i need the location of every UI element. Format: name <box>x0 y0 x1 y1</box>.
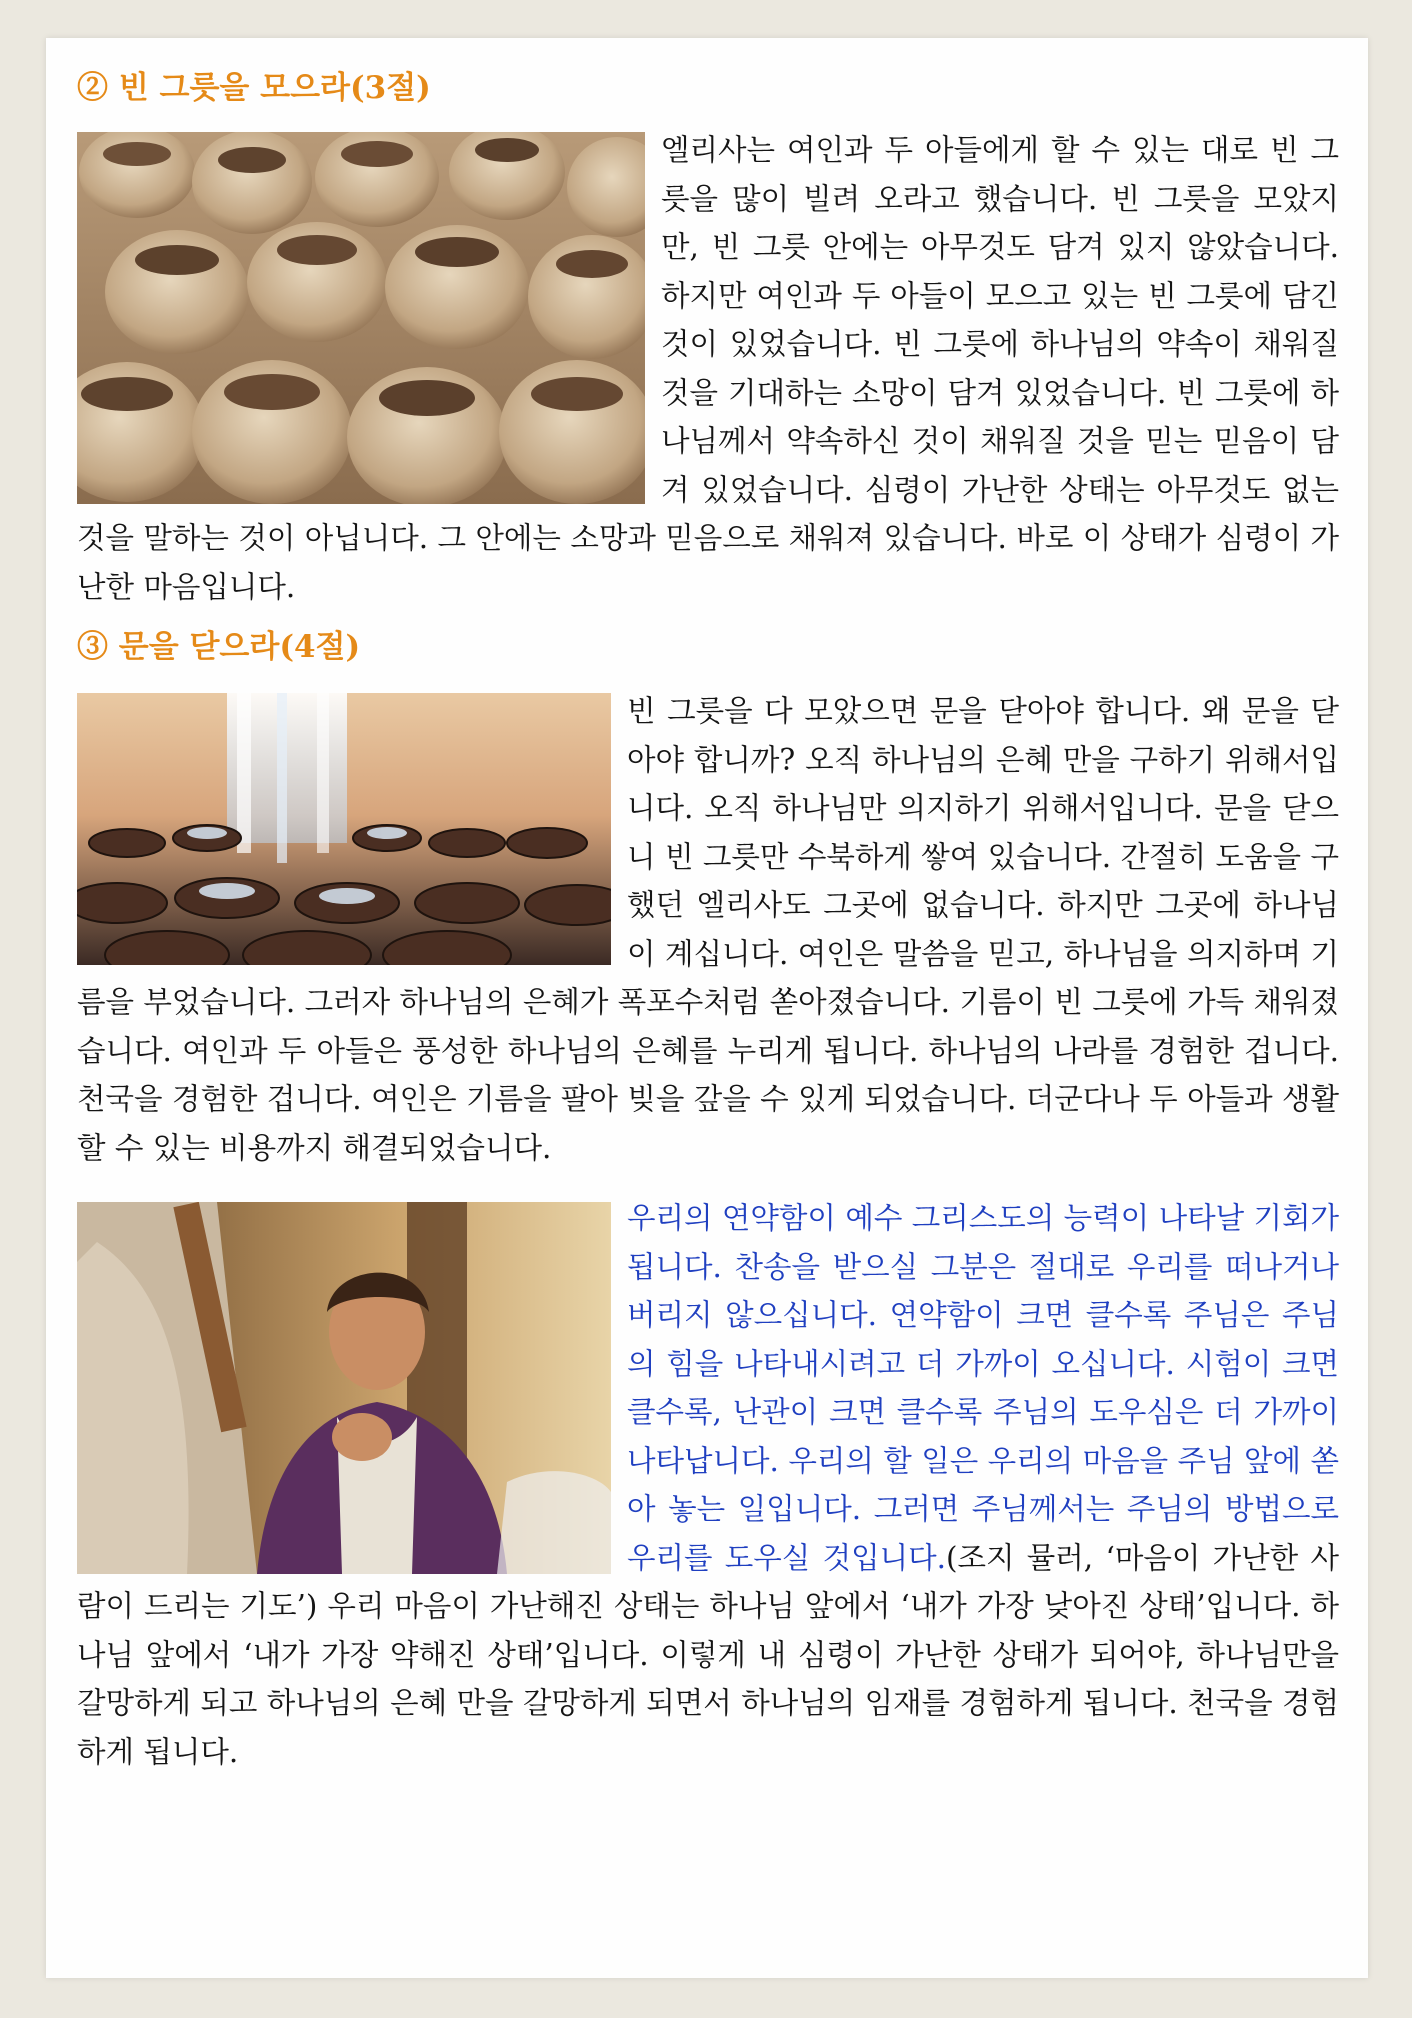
section-3-body: 빈 그릇을 다 모았으면 문을 닫아야 합니다. 왜 문을 닫아야 합니까? 오직 하나님의 은혜 만을 구하기 위해서입니다. 오직 하나님만 의지하기 위해서입니다. 문을 닫으니 빈 그릇만 수북하게 쌓여 있습니다. 간절히 도움을 구했던 엘리사도 그곳에 없습니다. 하지만 그곳에 하나님이 계십니다. 여인은 말씀을 믿고, 하나님을 의지하며 기름을 부었습니다. 그러자 하나님의 은혜가 폭포수처럼 쏟아졌습니다. 기름이 빈 그릇에 가득 채워졌습니다. 여인과 두 아들은 풍성한 하나님의 은혜를 누리게 됩니다. 하나님의 나라를 경험한 겁니다. 천국을 경험한 겁니다. 여인은 기름을 팔아 빚을 갚을 수 있게 되었습니다. 더군다나 두 아들과 생활할 수 있는 비용까지 해결되었습니다. <box>77 694 1339 1165</box>
document-page <box>46 38 1368 1978</box>
document-content <box>77 66 1339 1776</box>
praying-woman-image <box>77 1202 611 1574</box>
section-4-text: 우리 마음이 가난해진 상태는 하나님 앞에서 ‘내가 가장 낮아진 상태’입니다. 하나님 앞에서 ‘내가 가장 약해진 상태’입니다. 이렇게 내 심령이 가난한 상태가 되어야, 하나님만을 갈망하게 되고 하나님의 은혜 만을 갈망하게 되면서 하나님의 임재를 경험하게 됩니다. 천국을 경험하게 됩니다. <box>77 1589 1340 1769</box>
section-3-heading: ③ 문을 닫으라(4절) <box>77 629 361 665</box>
quote-citation: (조지 뮬러, ‘마음이 가난한 사람이 드리는 기도’) <box>77 1540 1339 1623</box>
muller-quote: 우리의 연약함이 예수 그리스도의 능력이 나타날 기회가 됩니다. 찬송을 받으실 그분은 절대로 우리를 떠나거나 버리지 않으십니다. 연약함이 크면 클수록 주님은 주님의 힘을 나타내시려고 더 가까이 오십니다. 시험이 크면 클수록, 난관이 크면 클수록 주님의 도우심은 더 가까이 나타납니다. 우리의 할 일은 우리의 마음을 주님 앞에 쏟아 놓는 일입니다. 그러면 주님께서는 주님의 방법으로 우리를 도우실 것입니다. <box>627 1201 1339 1575</box>
oil-jars-image <box>77 693 611 965</box>
clay-jars-image <box>77 132 645 504</box>
section-2-heading: ② 빈 그릇을 모으라(3절) <box>77 70 431 106</box>
section-2-body: 엘리사는 여인과 두 아들에게 할 수 있는 대로 빈 그릇을 많이 빌려 오라고 했습니다. 빈 그릇을 모았지만, 빈 그릇 안에는 아무것도 담겨 있지 않았습니다. 하지만 여인과 두 아들이 모으고 있는 빈 그릇에 담긴 것이 있었습니다. 빈 그릇에 하나님의 약속이 채워질 것을 기대하는 소망이 담겨 있었습니다. 빈 그릇에 하나님께서 약속하신 것이 채워질 것을 믿는 믿음이 담겨 있었습니다. 심령이 가난한 상태는 아무것도 없는 것을 말하는 것이 아닙니다. 그 안에는 소망과 믿음으로 채워져 있습니다. 바로 이 상태가 심령이 가난한 마음입니다. <box>77 133 1339 604</box>
